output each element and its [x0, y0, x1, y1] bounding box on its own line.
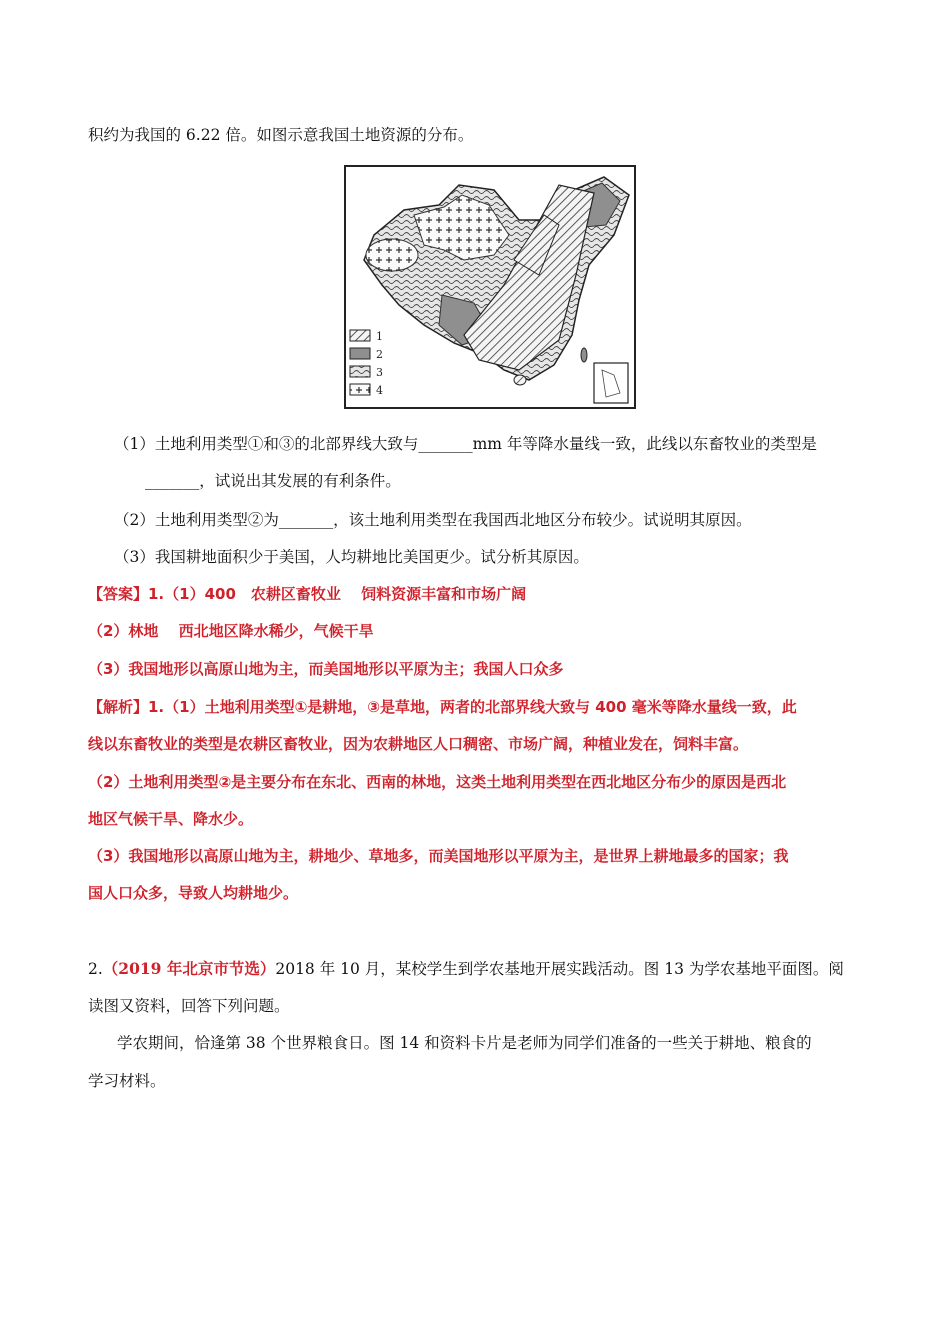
analysis-line-4: 地区气候干旱、降水少。 [88, 810, 254, 828]
analysis-line-3: （2）土地利用类型②是主要分布在东北、西南的林地，这类土地利用类型在西北地区分布少的原因是西北 [88, 773, 787, 791]
analysis-line-6: 国人口众多，导致人均耕地少。 [88, 884, 299, 902]
answer-line-3: （3）我国地形以高原山地为主，而美国地形以平原为主；我国人口众多 [88, 660, 564, 678]
answer-line-1: 【答案】1.（1）400 农耕区畜牧业 饲料资源丰富和市场广阔 [88, 585, 527, 603]
legend-label-4: 4 [376, 384, 383, 397]
legend-label-1: 1 [376, 330, 383, 343]
question-2-text-2: 读图又资料，回答下列问题。 [88, 997, 290, 1015]
china-land-resource-map [344, 165, 636, 409]
question-2: （2）土地利用类型②为_______，该土地利用类型在我国西北地区分布较少。试说明其原因。 [114, 511, 752, 529]
question-2-text-1: 2018 年 10 月，某校学生到学农基地开展实践活动。图 13 为学农基地平面图。阅 [275, 960, 844, 978]
analysis-line-1: 【解析】1.（1）土地利用类型①是耕地，③是草地，两者的北部界线大致与 400 毫米等降水量线一致，此 [88, 698, 797, 716]
answer-line-2: （2）林地 西北地区降水稀少，气候干旱 [88, 622, 374, 640]
question-1-line-1: （1）土地利用类型①和③的北部界线大致与_______mm 年等降水量线一致，此线以东畜牧业的类型是 [114, 435, 817, 453]
question-2-text-4: 学习材料。 [88, 1072, 166, 1090]
legend-label-2: 2 [376, 348, 383, 361]
question-2-text-3: 学农期间，恰逢第 38 个世界粮食日。图 14 和资料卡片是老师为同学们准备的一些关于耕地、粮食的 [117, 1034, 812, 1052]
question-2-heading [88, 958, 844, 980]
question-1-line-2: _______，试说出其发展的有利条件。 [145, 472, 401, 490]
legend-label-3: 3 [376, 366, 383, 379]
analysis-line-5: （3）我国地形以高原山地为主，耕地少、草地多，而美国地形以平原为主，是世界上耕地最多的国家；我 [88, 847, 789, 865]
question-number: 2. [88, 960, 103, 978]
analysis-line-2: 线以东畜牧业的类型是农耕区畜牧业，因为农耕地区人口稠密、市场广阔，种植业发在，饲料丰富。 [88, 735, 749, 753]
question-3: （3）我国耕地面积少于美国，人均耕地比美国更少。试分析其原因。 [114, 548, 589, 566]
intro-text: 积约为我国的 6.22 倍。如图示意我国土地资源的分布。 [88, 126, 474, 144]
question-source: （2019 年北京市节选） [102, 959, 276, 978]
